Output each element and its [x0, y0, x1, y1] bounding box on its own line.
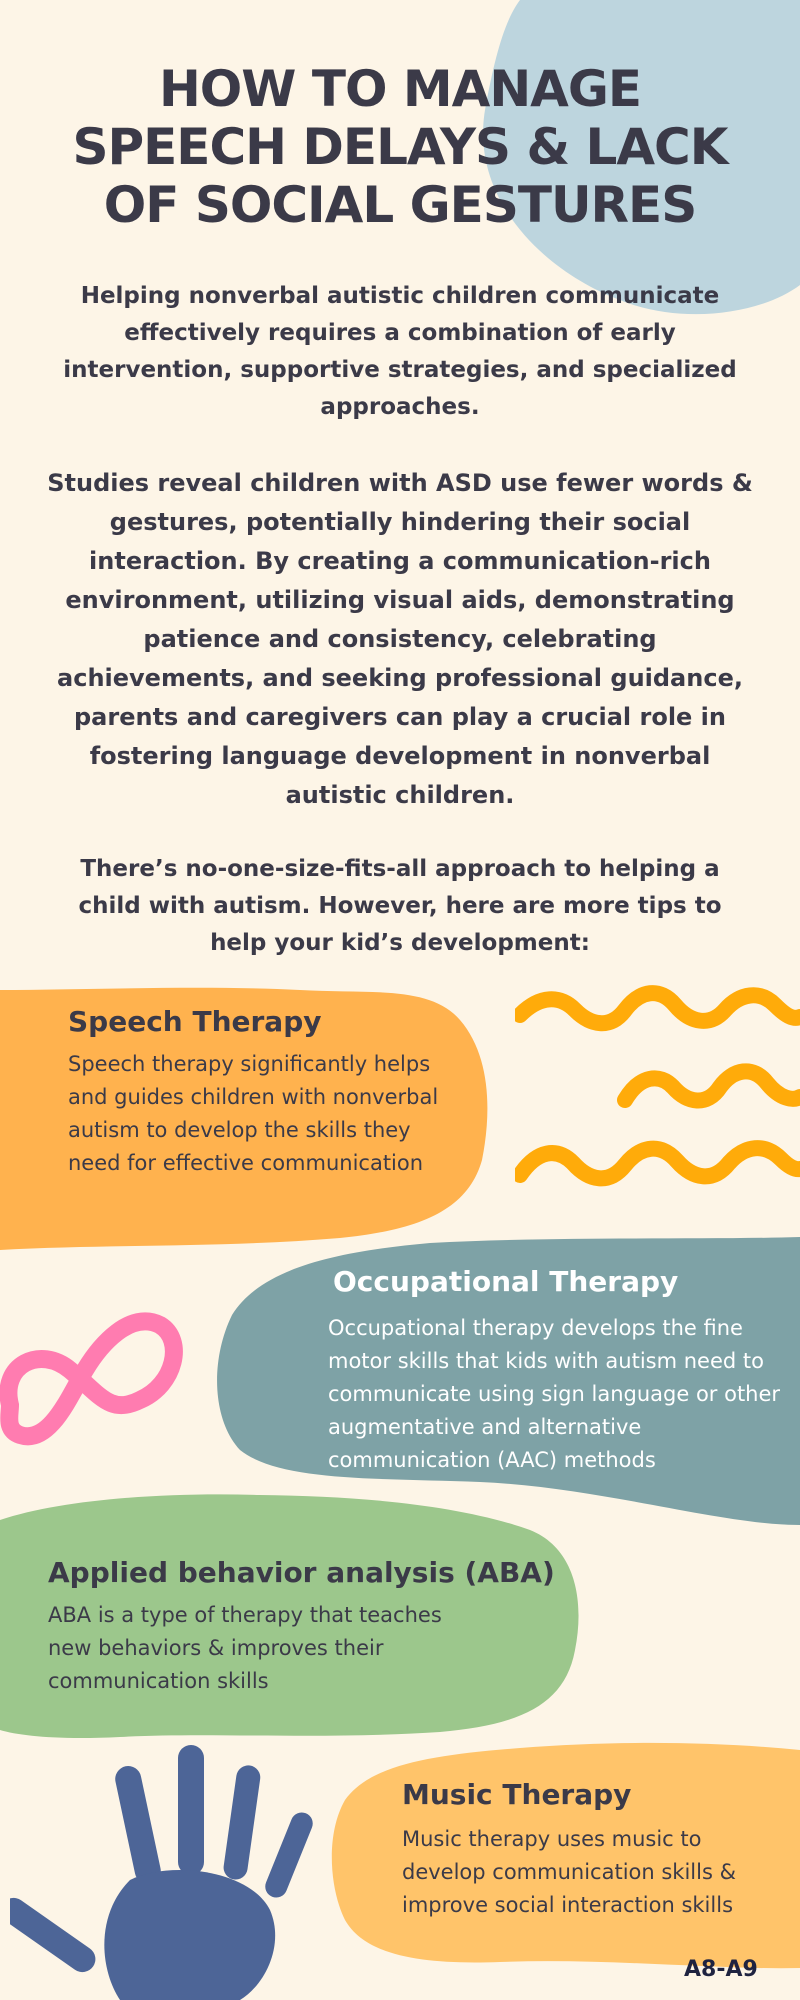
title-line: SPEECH DELAYS & LACK — [72, 118, 728, 176]
occupational-therapy-section — [328, 1264, 798, 1477]
music-therapy-title: Music Therapy — [402, 1778, 632, 1811]
handprint-icon — [10, 1740, 320, 2000]
tips-intro-paragraph: There’s no-one-size-fits-all approach to helping a child with autism. However, here are more tips to help your kid’s development: — [78, 856, 722, 956]
page-title — [40, 60, 760, 234]
speech-therapy-body: Speech therapy significantly helps and guides children with nonverbal autism to develop the skills they need for effective communication — [68, 1052, 439, 1175]
speech-therapy-title: Speech Therapy — [68, 1005, 322, 1038]
title-line: HOW TO MANAGE — [158, 60, 642, 118]
aba-section — [48, 1555, 568, 1698]
footer-code: A8-A9 — [684, 1957, 758, 1982]
aba-body: ABA is a type of therapy that teaches new behaviors & improves their communication skills — [48, 1603, 442, 1693]
occupational-therapy-body: Occupational therapy develops the fine motor skills that kids with autism need to communicate using sign language or other augmentative and alternative communication (AAC) methods — [328, 1316, 781, 1472]
aba-title: Applied behavior analysis (ABA) — [48, 1556, 555, 1589]
studies-paragraph: Studies reveal children with ASD use fewer words & gestures, potentially hindering their social interaction. By creating a communication-rich environment, utilizing visual aids, demonstrating patience and consistency, celebrating achievements, and seeking professional guidance, parents and caregivers can play a crucial role in fostering language development in nonverbal autistic children. — [47, 469, 753, 809]
squiggle-icon — [515, 965, 800, 1210]
title-line: OF SOCIAL GESTURES — [103, 176, 697, 234]
music-therapy-body: Music therapy uses music to develop communication skills & improve social interaction skills — [402, 1827, 736, 1917]
infinity-icon — [0, 1295, 200, 1455]
speech-therapy-section — [68, 1004, 448, 1180]
occupational-therapy-title: Occupational Therapy — [333, 1265, 679, 1298]
intro-paragraph: Helping nonverbal autistic children communicate effectively requires a combination of early intervention, supportive strategies, and specialized approaches. — [63, 283, 737, 420]
music-therapy-section — [402, 1777, 782, 1922]
